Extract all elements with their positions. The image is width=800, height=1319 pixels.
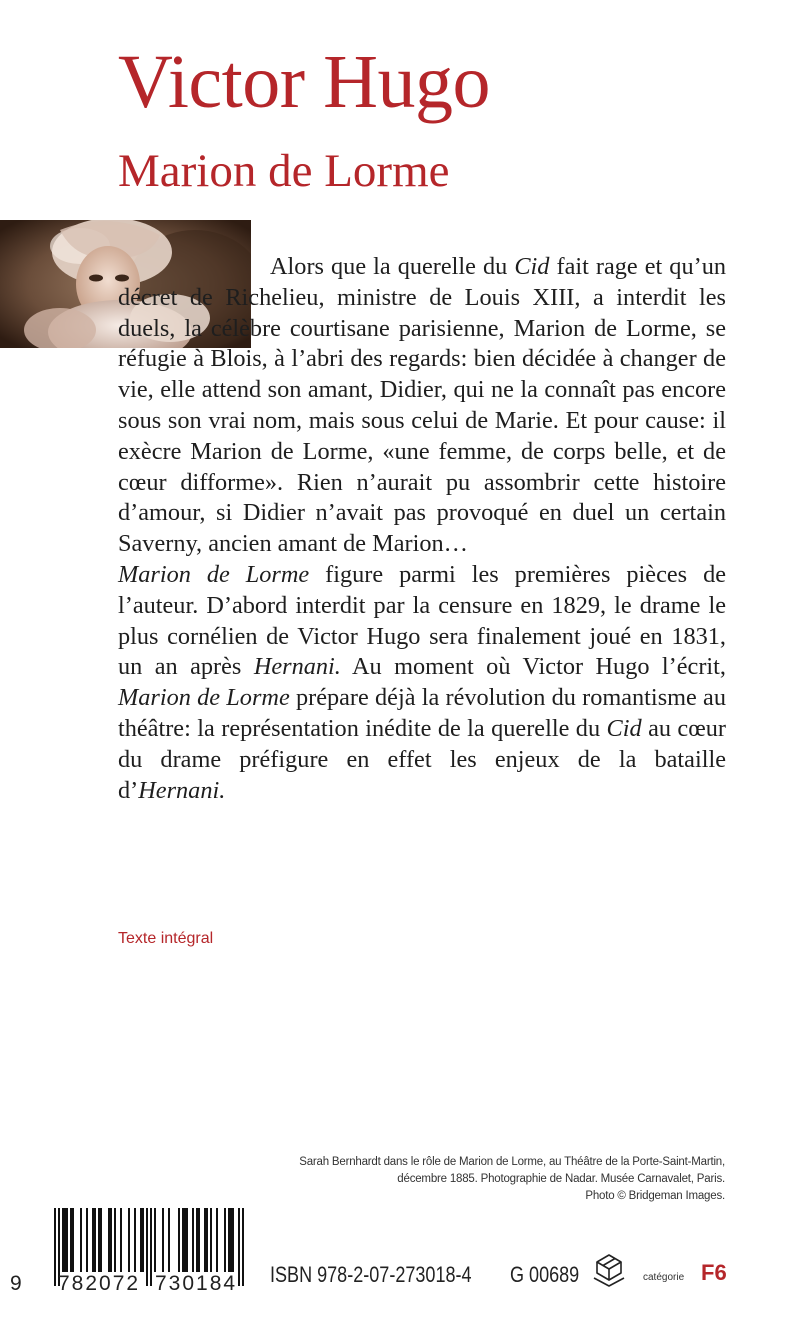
italic-title-segment: Hernani. xyxy=(138,776,226,804)
barcode-bar xyxy=(70,1208,72,1272)
barcode-bar xyxy=(210,1208,212,1272)
barcode-bar xyxy=(142,1208,144,1272)
barcode-bar xyxy=(72,1208,74,1272)
barcode-bar xyxy=(120,1208,122,1272)
italic-title-segment: Cid xyxy=(514,253,550,280)
blurb-paragraph-1 xyxy=(118,252,726,560)
barcode-bar xyxy=(168,1208,170,1272)
barcode-bar xyxy=(92,1208,94,1272)
barcode-bar xyxy=(108,1208,110,1272)
barcode-bar xyxy=(66,1208,68,1272)
barcode-bar xyxy=(54,1208,56,1286)
barcode-bar xyxy=(62,1208,64,1272)
barcode-bar xyxy=(154,1208,156,1272)
isbn: ISBN 978-2-07-273018-4 xyxy=(270,1262,472,1287)
barcode-bar xyxy=(128,1208,130,1272)
barcode-bar xyxy=(192,1208,194,1272)
barcode-bar xyxy=(64,1208,66,1272)
italic-title-segment: Hernani. xyxy=(253,653,341,681)
barcode-bar xyxy=(150,1208,152,1286)
barcode-digits-left: 782072 xyxy=(58,1272,141,1294)
text-segment: Alors que la querelle du xyxy=(270,253,515,280)
text-segment: Au moment où Victor Hugo l’écrit, xyxy=(340,653,727,681)
italic-title-segment: Marion de Lorme xyxy=(118,684,290,712)
text-segment: prépare déjà la révolution du romantisme au théâtre: la représentation inédite de la querelle du xyxy=(118,684,726,742)
barcode xyxy=(10,1206,260,1294)
barcode-bar xyxy=(224,1208,226,1272)
texte-integral-label: Texte intégral xyxy=(118,930,214,947)
barcode-bar xyxy=(134,1208,136,1272)
blurb-text xyxy=(118,252,726,806)
categorie-code: F6 xyxy=(701,1260,727,1285)
categorie-label: catégorie xyxy=(643,1272,685,1283)
barcode-bar xyxy=(178,1208,180,1272)
italic-title-segment: Cid xyxy=(606,714,642,742)
book-title: Marion de Lorme xyxy=(118,145,450,197)
barcode-bar xyxy=(196,1208,198,1272)
barcode-bar xyxy=(146,1208,148,1286)
barcode-bar xyxy=(94,1208,96,1272)
barcode-bar xyxy=(100,1208,102,1272)
photo-credit xyxy=(245,1154,725,1205)
barcode-bar xyxy=(206,1208,208,1272)
folio-logo-icon xyxy=(592,1252,626,1288)
barcode-bar xyxy=(110,1208,112,1272)
barcode-bar xyxy=(98,1208,100,1272)
barcode-bar xyxy=(238,1208,240,1286)
barcode-bar xyxy=(114,1208,116,1272)
barcode-bar xyxy=(162,1208,164,1272)
barcode-bar xyxy=(182,1208,184,1272)
barcode-bar xyxy=(198,1208,200,1272)
italic-title-segment: Marion de Lorme xyxy=(118,560,310,588)
text-segment: au cœur du drame préfigure en effet les enjeux de la bataille d’ xyxy=(118,714,726,804)
barcode-bar xyxy=(216,1208,218,1272)
text-segment: fait rage et qu’un décret de Richelieu, ministre de Louis XIII, a interdit les duels, la célèbre courtisane parisienne, Marion de Lorme, se réfugie à Blois, à l’abri des regards: bien décidée à changer de vie, elle attend son amant, Didier, qui ne la connaît pas encore sous son vrai nom, mais sous celui de Marie. Et pour cause: il exècre Marion de Lorme, «une femme, de corps belle, et de cœur difforme». Rien n’aurait pu assombrir cette histoire d’amour, si Didier n’avait pas provoqué en duel un certain Saverny, ancien amant de Marion… xyxy=(118,253,726,558)
barcode-bar xyxy=(86,1208,88,1272)
photo-credit-line: Sarah Bernhardt dans le rôle de Marion de Lorme, au Théâtre de la Porte-Saint-Martin, xyxy=(299,1156,725,1168)
barcode-bar xyxy=(232,1208,234,1272)
barcode-bar xyxy=(140,1208,142,1272)
barcode-digit-prefix: 9 xyxy=(10,1272,22,1294)
photo-credit-line: Photo © Bridgeman Images. xyxy=(585,1190,725,1202)
barcode-bar xyxy=(184,1208,186,1272)
barcode-bar xyxy=(242,1208,244,1286)
barcode-bar xyxy=(204,1208,206,1272)
gallimard-code: G 00689 xyxy=(510,1262,580,1287)
author-name: Victor Hugo xyxy=(118,40,490,124)
barcode-bar xyxy=(186,1208,188,1272)
barcode-bar xyxy=(80,1208,82,1272)
text-segment: figure parmi les premières pièces de l’auteur. D’abord interdit par la censure en 1829, le drame le plus cornélien de Victor Hugo sera finalement joué en 1831, un an après xyxy=(118,560,726,681)
barcode-bar xyxy=(228,1208,230,1272)
blurb-paragraph-2 xyxy=(118,560,726,806)
photo-credit-line: décembre 1885. Photographie de Nadar. Musée Carnavalet, Paris. xyxy=(397,1173,725,1185)
barcode-bar xyxy=(230,1208,232,1272)
barcode-digits-right: 730184 xyxy=(155,1272,238,1294)
